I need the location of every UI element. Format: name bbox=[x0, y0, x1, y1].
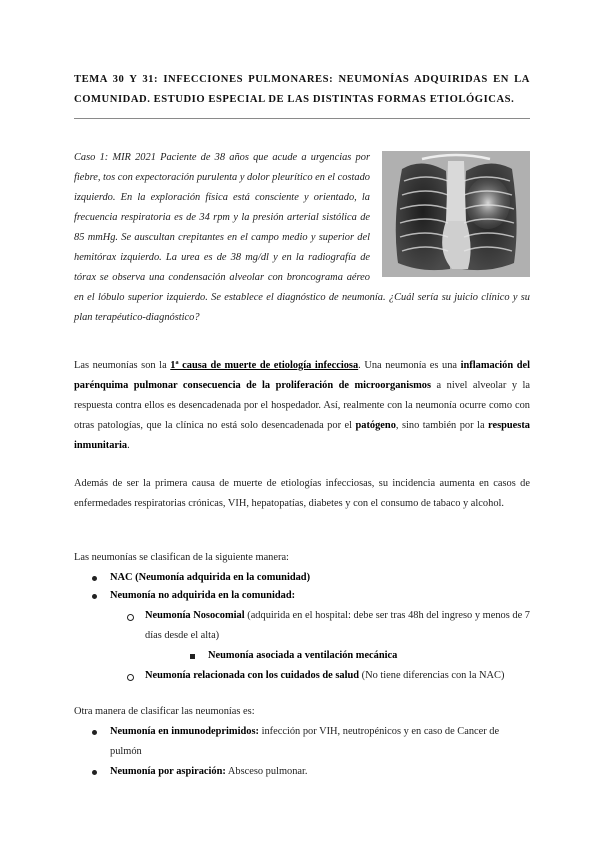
bullet-icon bbox=[92, 594, 97, 599]
list-item-label: Neumonía en inmunodeprimidos: bbox=[110, 726, 259, 737]
paragraph-other-classification: Otra manera de clasificar las neumonías es: bbox=[74, 706, 255, 717]
paragraph-classification-intro: Las neumonías se clasifican de la siguiente manera: bbox=[74, 552, 289, 563]
bullet-icon bbox=[92, 770, 97, 775]
text-run: . Una neumonía es una bbox=[358, 360, 461, 371]
list-item-text: (adquirida en el hospital: debe ser tras 48h del ingreso y menos de 7 días desde el alta) bbox=[145, 610, 531, 641]
list-item-nac bbox=[110, 568, 530, 588]
list-item-ventilator bbox=[208, 646, 530, 666]
list-item-label: Neumonía asociada a ventilación mecánica bbox=[208, 650, 398, 661]
clinical-case bbox=[74, 148, 530, 328]
list-item-non-community bbox=[110, 586, 530, 606]
list-item-healthcare bbox=[145, 666, 530, 686]
square-bullet-icon bbox=[190, 654, 195, 659]
case-text: Caso 1: MIR 2021 Paciente de 38 años que acude a urgencias por fiebre, tos con expectoración purulenta y dolor pleurítico en el costado izquierdo. En la exploración física está consciente y orientado, la frecuencia respiratoria es de 34 rpm y la presión arterial sistólica de 85 mmHg. Se auscultan crepitantes en el campo medio y superior del hemitórax izquierdo. La urea es de 38 mg/dl y en la radiografía de tórax se observa una condensación alveolar con broncograma aéreo en el lóbulo superior izquierdo. Se establece el diagnóstico de neumonía. ¿Cuál sería su juicio clínico y su plan terapéutico-diagnóstico? bbox=[74, 152, 530, 323]
highlight-leading-cause: 1ª causa de muerte de etiología infecciosa bbox=[170, 360, 359, 371]
list-item-immunocompromised bbox=[110, 722, 530, 762]
circle-bullet-icon bbox=[127, 614, 134, 621]
list-item-text: (No tiene diferencias con la NAC) bbox=[359, 670, 505, 681]
chest-xray-image bbox=[382, 151, 530, 277]
circle-bullet-icon bbox=[127, 674, 134, 681]
highlight-pathogen: patógeno bbox=[355, 420, 396, 431]
list-item-text: Absceso pulmonar. bbox=[225, 766, 308, 777]
list-item-label: Neumonía no adquirida en la comunidad: bbox=[110, 590, 296, 601]
list-item-nosocomial bbox=[145, 606, 530, 646]
highlight-immune-response: respuesta inmunitaria bbox=[74, 420, 530, 451]
page-title: TEMA 30 Y 31: INFECCIONES PULMONARES: NEUMONÍAS ADQUIRIDAS EN LA COMUNIDAD. ESTUDIO ESPECIAL DE LAS DISTINTAS FORMAS ETIOLÓGICAS. bbox=[74, 74, 530, 105]
highlight-definition: inflamación del parénquima pulmonar consecuencia de la proliferación de microorganismos bbox=[74, 360, 530, 391]
text-run: , sino también por la bbox=[395, 420, 489, 431]
text-run: . bbox=[127, 440, 130, 451]
text-run: Las neumonías son la bbox=[74, 360, 171, 371]
title-divider bbox=[74, 118, 530, 119]
text-run: a nivel alveolar y la respuesta contra ellos es desencadenada por el hospedador. Así, realmente con la neumonía ocurre como con otras patologías, que la clínica no está solo desencadenada por el bbox=[74, 380, 531, 431]
paragraph-incidence: Además de ser la primera causa de muerte de etiologías infecciosas, su incidencia aumenta en casos de enfermedades respiratorias crónicas, VIH, hepatopatías, diabetes y con el consumo de tabaco y alcohol. bbox=[74, 478, 530, 509]
paragraph-definition bbox=[74, 356, 530, 456]
list-item-label: Neumonía por aspiración: bbox=[110, 766, 226, 777]
bullet-icon bbox=[92, 730, 97, 735]
list-item-label: NAC (Neumonía adquirida en la comunidad) bbox=[110, 572, 311, 583]
bullet-icon bbox=[92, 576, 97, 581]
list-item-label: Neumonía Nosocomial bbox=[145, 610, 245, 621]
list-item-aspiration bbox=[110, 762, 530, 782]
list-item-label: Neumonía relacionada con los cuidados de salud bbox=[145, 670, 360, 681]
list-item-text: infección por VIH, neutropénicos y en caso de Cancer de pulmón bbox=[110, 726, 500, 757]
